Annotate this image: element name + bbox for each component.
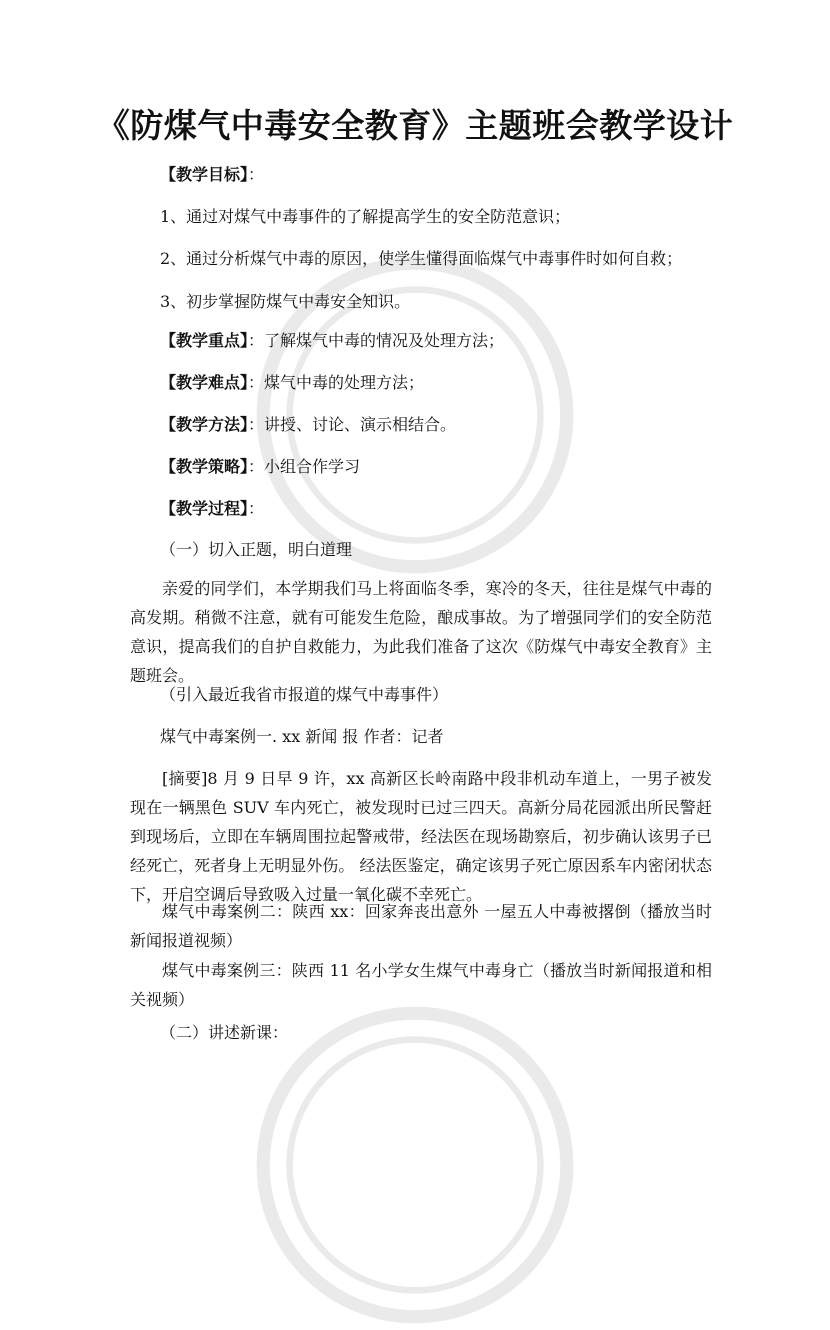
case1-summary: [摘要]8 月 9 日早 9 许，xx 高新区长岭南路中段非机动车道上，一男子被发现在一辆黑色 SUV 车内死亡，被发现时已过三四天。高新分局花园派出所民警赶到现场后，立即在车辆周围拉起警戒带，经法医在现场勘察后，初步确认该男子已经死亡，死者身上无明显外伤。 经法医鉴定，确定该男子死亡原因系车内密闭状态下，开启空调后导致吸入过量一氧化碳不幸死亡。 [130,769,712,904]
case2-paragraph: 煤气中毒案例二：陕西 xx：回家奔丧出意外 一屋五人中毒被撂倒（播放当时新闻报道视频） [130,902,712,950]
process-heading [160,494,264,523]
watermark-icon [250,1000,580,1330]
objective-item-3: 3、初步掌握防煤气中毒安全知识。 [160,292,411,311]
case3-paragraph: 煤气中毒案例三：陕西 11 名小学女生煤气中毒身亡（播放当时新闻报道和相关视频） [130,961,712,1009]
page-title: 《防煤气中毒安全教育》主题班会教学设计 [96,106,734,145]
process-label: 【教学过程】 [160,499,249,518]
objective-item-2: 2、通过分析煤气中毒的原因，使学生懂得面临煤气中毒事件时如何自救； [160,249,683,268]
key-points-label: 【教学重点】 [160,331,249,350]
case1-heading: 煤气中毒案例一. xx 新闻 报 作者：记者 [160,727,444,746]
process-colon: ： [248,499,265,518]
objectives-heading [160,160,264,189]
difficulties-text: ：煤气中毒的处理方法； [248,373,425,392]
difficulties-label: 【教学难点】 [160,373,249,392]
methods-text: ：讲授、讨论、演示相结合。 [248,415,457,434]
objective-item-1: 1、通过对煤气中毒事件的了解提高学生的安全防范意识； [160,207,571,226]
intro-paragraph: 亲爱的同学们，本学期我们马上将面临冬季，寒冷的冬天，往往是煤气中毒的高发期。稍微不注意，就有可能发生危险，酿成事故。为了增强同学们的安全防范意识，提高我们的自护自救能力，为此我们准备了这次《防煤气中毒安全教育》主题班会。 [130,579,712,685]
section2-heading: （二）讲述新课： [160,1023,289,1042]
strategy-text: ：小组合作学习 [248,457,361,476]
objectives-label: 【教学目标】 [160,165,249,184]
section1-heading: （一）切入正题，明白道理 [160,540,353,559]
key-points-text: ：了解煤气中毒的情况及处理方法； [248,331,505,350]
difficulties-line [160,368,424,397]
intro-note: （引入最近我省市报道的煤气中毒事件） [160,685,449,704]
methods-label: 【教学方法】 [160,415,249,434]
methods-line [160,410,456,439]
strategy-line [160,452,360,481]
objectives-colon: ： [248,165,265,184]
strategy-label: 【教学策略】 [160,457,249,476]
key-points-line [160,326,504,355]
